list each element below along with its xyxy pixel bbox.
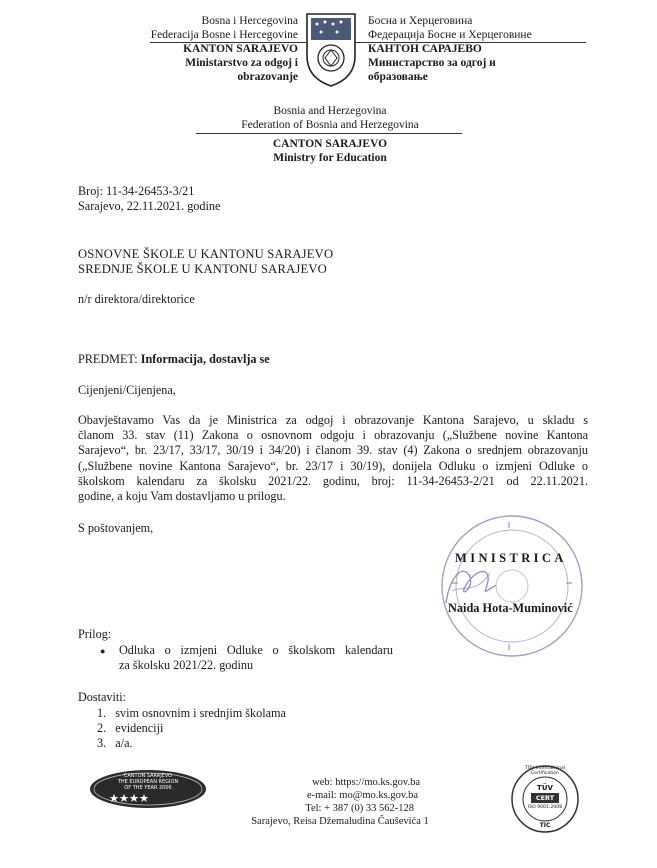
deliver-item-num: 2. (97, 721, 107, 735)
bullet-icon: ● (100, 646, 106, 656)
deliver-label: Dostaviti: (78, 690, 127, 704)
header-en-ministry: Ministry for Education (273, 152, 387, 164)
footer-tel: Tel: + 387 (0) 33 562-128 (305, 803, 414, 814)
deliver-item-text: evidenciji (115, 721, 164, 735)
subject-text: Informacija, dostavlja se (140, 352, 270, 366)
header-left (100, 14, 298, 84)
european-region-award-badge (88, 768, 208, 810)
recipients (78, 247, 333, 277)
closing: S poštovanjem, (78, 521, 154, 535)
cert-ring-text: TÜV International Certification (524, 766, 566, 776)
header-right-country: Босна и Херцеговина (368, 15, 473, 27)
award-line-3: OF THE YEAR 2006 (124, 785, 172, 791)
header-left-ministry-2: obrazovanje (237, 71, 298, 83)
award-text (108, 773, 188, 791)
header-en-canton: CANTON SARAJEVO (272, 138, 388, 150)
recipient-line-1: OSNOVNE ŠKOLE U KANTONU SARAJEVO (78, 247, 334, 261)
canton-coat-of-arms-icon (303, 12, 359, 88)
award-line-1: CANTON SARAJEVO (123, 773, 173, 779)
footer-web: web: https://mo.ks.gov.ba (312, 777, 420, 788)
header-left-ministry-1: Ministarstvo za odgoj i (185, 57, 298, 69)
header-left-country: Bosna i Hercegovina (201, 15, 298, 27)
attachment-item (119, 643, 393, 673)
deliver-item (97, 706, 286, 721)
header-right-ministry-2: образовање (368, 71, 428, 83)
deliver-item-text: a/a. (115, 736, 133, 750)
tuv-certification-seal-icon (510, 764, 580, 834)
recipient-attention: n/r direktora/direktorice (78, 292, 195, 306)
header-right-canton: КАНТОН САРАЈЕВО (368, 43, 482, 55)
header-english-ministry (170, 137, 490, 165)
attachment-item-line-2: za školsku 2021/22. godinu (119, 658, 254, 672)
signature-title: MINISTRICA (455, 551, 567, 565)
body-line-2: članom 33. stav (11) Zakona o osnovnom odgoju i obrazovanju („Službene novine Kantona (78, 428, 588, 443)
attachment-item-line-1: Odluka o izmjeni Odluke o školskom kalendaru (119, 643, 393, 657)
header-english (170, 104, 490, 132)
header-en-federation: Federation of Bosnia and Herzegovina (241, 119, 419, 131)
cert-standard: ISO 9001:2008 (527, 805, 563, 810)
footer-contact (230, 776, 450, 828)
deliver-item (97, 736, 286, 751)
deliver-list (97, 706, 286, 751)
recipient-line-2: SREDNJE ŠKOLE U KANTONU SARAJEVO (78, 262, 327, 276)
document-place-date: Sarajevo, 22.11.2021. godine (78, 199, 221, 213)
deliver-item-num: 1. (97, 706, 107, 720)
english-rule (196, 133, 462, 134)
subject (78, 352, 270, 367)
header-left-federation: Federacija Bosne i Hercegovine (150, 29, 298, 41)
footer-address: Sarajevo, Reisa Džemaludina Čauševića 1 (251, 816, 429, 827)
body-line-1: Obavještavamo Vas da je Ministrica za odgoj i obrazovanje Kantona Sarajevo, u skladu s (78, 413, 588, 427)
award-line-2: THE EUROPEAN REGION (117, 779, 179, 785)
document-number: Broj: 11-34-26453-3/21 (78, 184, 195, 198)
body-paragraph (78, 413, 588, 504)
salutation: Cijenjeni/Cijenjena, (78, 383, 176, 397)
header-right-ministry-1: Министарство за одгој и (368, 57, 496, 69)
body-line-4: („Službene novine Kantona Sarajevo“, br. 23/17 i 30/19), donijela Odluku o izmjeni Odluke o (78, 458, 588, 473)
header-right (368, 14, 568, 84)
document-meta (78, 184, 220, 214)
cert-label: CERT (535, 794, 555, 802)
body-line-3: Sarajevo“, br. 23/17, 33/17, 30/19 i 34/20) i članom 39. stav (4) Zakona o srednjem obrazovanju (78, 443, 588, 458)
header-left-canton: KANTON SARAJEVO (183, 43, 298, 55)
body-line-5: školskom kalendaru za školsku 2021/22. godinu, broj: 11-34-26453-2/21 od 22.11.2021. (78, 473, 588, 488)
cert-brand: TÜV (537, 784, 553, 792)
signature-name: Naida Hota-Muminović (448, 601, 573, 615)
cert-bottom: TIC (539, 822, 551, 829)
header-right-federation: Федерација Босне и Херцеговине (368, 29, 532, 41)
deliver-item-text: svim osnovnim i srednjim školama (115, 706, 286, 720)
subject-label: PREDMET: (78, 352, 138, 366)
footer-email: e-mail: mo@mo.ks.gov.ba (306, 790, 418, 801)
body-line-6: godine, a koju Vam dostavljamo u prilogu. (78, 489, 286, 504)
deliver-item-num: 3. (97, 736, 107, 750)
deliver-item (97, 721, 286, 736)
header-en-country: Bosnia and Herzegovina (273, 105, 387, 117)
attachment-label: Prilog: (78, 627, 112, 641)
